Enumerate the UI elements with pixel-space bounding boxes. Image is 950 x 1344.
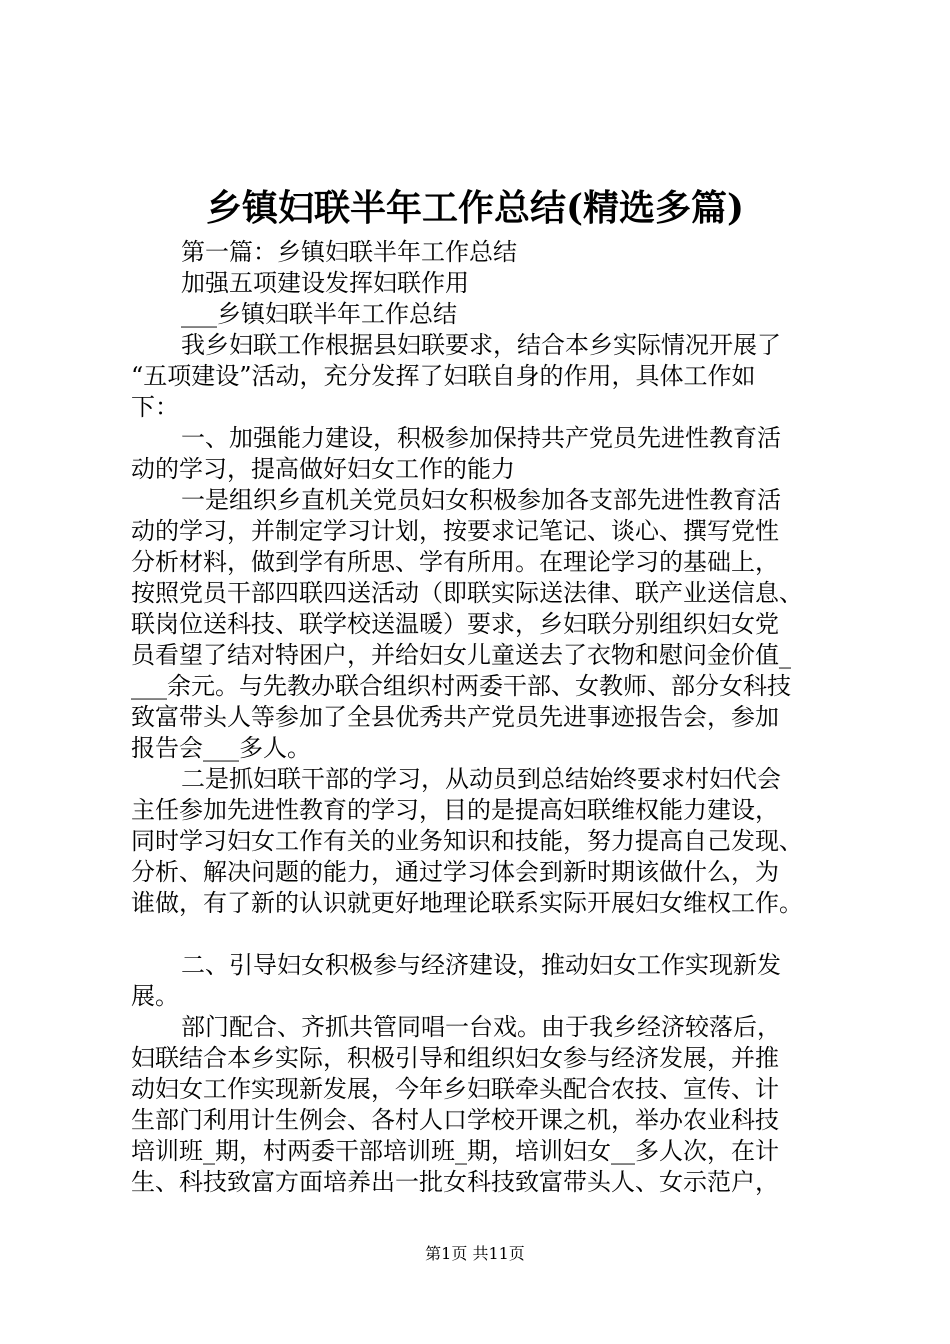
text-line: 谁做，有了新的认识就更好地理论联系实际开展妇女维权工作。 bbox=[131, 889, 803, 917]
text-line: 部门配合、齐抓共管同唱一台戏。由于我乡经济较落后， bbox=[181, 1013, 781, 1041]
text-line: 二、引导妇女积极参与经济建设，推动妇女工作实现新发 bbox=[181, 951, 781, 979]
text-line: 动的学习，并制定学习计划，按要求记笔记、谈心、撰写党性 bbox=[131, 517, 779, 545]
paragraph-gap bbox=[131, 919, 831, 950]
text-line: 一是组织乡直机关党员妇女积极参加各支部先进性教育活 bbox=[181, 486, 781, 514]
text-line: 培训班_期，村两委干部培训班_期，培训妇女__多人次，在计 bbox=[131, 1137, 779, 1165]
document-title: 乡镇妇联半年工作总结(精选多篇) bbox=[205, 187, 745, 229]
text-line: 一、加强能力建设，积极参加保持共产党员先进性教育活 bbox=[181, 424, 781, 452]
text-line: 我乡妇联工作根据县妇联要求，结合本乡实际情况开展了 bbox=[181, 331, 781, 359]
text-line: 主任参加先进性教育的学习，目的是提高妇联维权能力建设， bbox=[131, 796, 779, 824]
text-line: 生部门利用计生例会、各村人口学校开课之机，举办农业科技 bbox=[131, 1106, 779, 1134]
text-line: 分析材料，做到学有所思、学有所用。在理论学习的基础上， bbox=[131, 548, 779, 576]
text-line: “五项建设”活动，充分发挥了妇联自身的作用，具体工作如 bbox=[131, 362, 756, 390]
text-line: 按照党员干部四联四送活动（即联实际送法律、联产业送信息、 bbox=[131, 579, 803, 607]
text-line: 致富带头人等参加了全县优秀共产党员先进事迹报告会，参加 bbox=[131, 703, 779, 731]
page-footer: 第1页 共11页 bbox=[425, 1244, 525, 1263]
text-line: 员看望了结对特困户，并给妇女儿童送去了衣物和慰问金价值_ bbox=[131, 641, 791, 669]
text-line: 生、科技致富方面培养出一批女科技致富带头人、女示范户， bbox=[131, 1168, 779, 1196]
text-line: 动妇女工作实现新发展，今年乡妇联牵头配合农技、宣传、计 bbox=[131, 1075, 779, 1103]
text-line: 下： bbox=[131, 393, 179, 421]
text-line: 同时学习妇女工作有关的业务知识和技能，努力提高自己发现、 bbox=[131, 827, 803, 855]
text-line: 第一篇：乡镇妇联半年工作总结 bbox=[181, 238, 517, 266]
text-line: 展。 bbox=[131, 982, 179, 1010]
text-line: 分析、解决问题的能力，通过学习体会到新时期该做什么，为 bbox=[131, 858, 779, 886]
text-line: 动的学习，提高做好妇女工作的能力 bbox=[131, 455, 515, 483]
text-line: ___乡镇妇联半年工作总结 bbox=[181, 300, 457, 328]
text-line: 妇联结合本乡实际，积极引导和组织妇女参与经济发展，并推 bbox=[131, 1044, 779, 1072]
text-line: ___余元。与先教办联合组织村两委干部、女教师、部分女科技 bbox=[131, 672, 791, 700]
text-line: 加强五项建设发挥妇联作用 bbox=[181, 269, 469, 297]
text-line: 报告会___多人。 bbox=[131, 734, 311, 762]
text-line: 联岗位送科技、联学校送温暖）要求，乡妇联分别组织妇女党 bbox=[131, 610, 779, 638]
text-line: 二是抓妇联干部的学习，从动员到总结始终要求村妇代会 bbox=[181, 765, 781, 793]
document-body bbox=[131, 237, 831, 1198]
